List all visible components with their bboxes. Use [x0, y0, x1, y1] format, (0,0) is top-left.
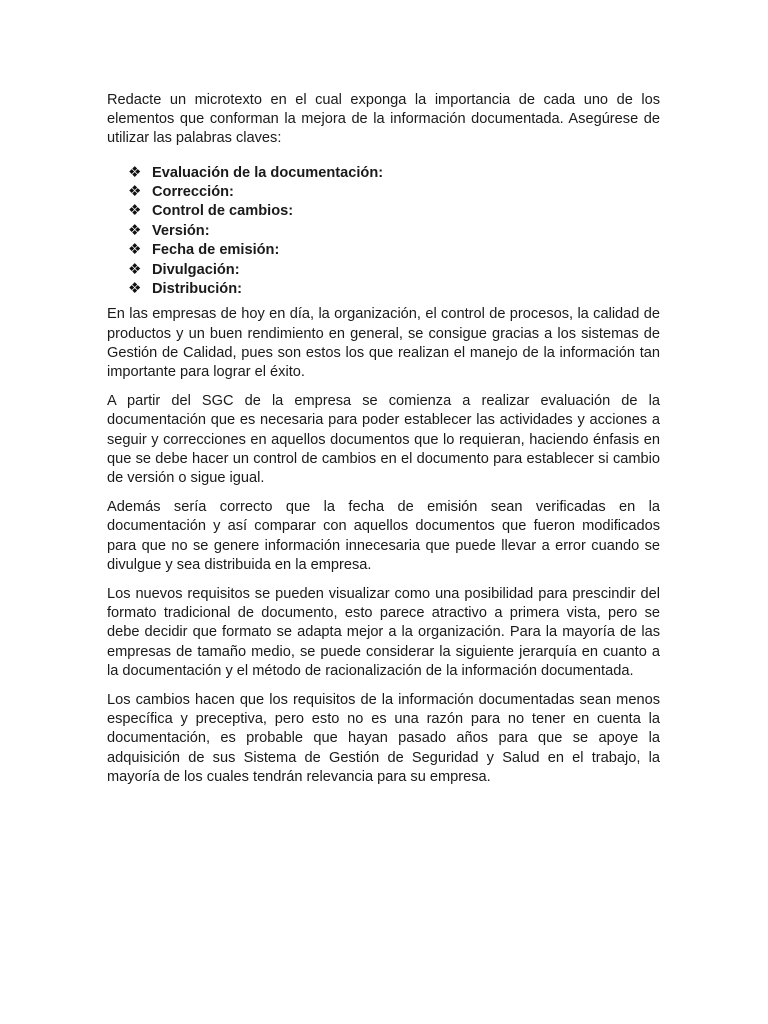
keyword-item	[128, 279, 660, 298]
four-diamond-bullet-icon: ❖	[128, 162, 142, 181]
document-page	[107, 91, 660, 797]
keyword-list	[107, 163, 660, 299]
body-paragraph: Los nuevos requisitos se pueden visualizar como una posibilidad para prescindir del formato tradicional de documento, esto parece atractivo a primera vista, pero se debe decidir que formato se adapta mejor a la organización. Para la mayoría de las empresas de tamaño medio, se puede considerar la siguiente jerarquía en cuanto a la documentación y el método de racionalización de la información documentada.	[107, 585, 660, 679]
four-diamond-bullet-icon: ❖	[128, 182, 142, 200]
four-diamond-bullet-icon: ❖	[128, 278, 142, 297]
keyword-label: Control de cambios:	[152, 203, 294, 220]
body-paragraph: En las empresas de hoy en día, la organización, el control de procesos, la calidad de productos y un buen rendimiento en general, se consigue gracias a los sistemas de Gestión de Calidad, pues son estos los que realizan el manejo de la información tan importante para lograr el éxito.	[107, 306, 660, 380]
keyword-label: Distribución:	[152, 280, 242, 297]
body-paragraph: Además sería correcto que la fecha de emisión sean verificadas en la documentación y así comparar con aquellos documentos que fueron modificados para que no se genere información innecesaria que puede llevar a error cuando se divulgue y sea distribuida en la empresa.	[107, 499, 660, 573]
four-diamond-bullet-icon: ❖	[128, 259, 142, 278]
keyword-item	[128, 260, 660, 279]
four-diamond-bullet-icon: ❖	[128, 201, 142, 220]
keyword-item	[128, 240, 660, 259]
instruction-paragraph: Redacte un microtexto en el cual exponga la importancia de cada uno de los elementos que conforman la mejora de la información documentada. Asegúrese de utilizar las palabras claves:	[107, 92, 660, 147]
four-diamond-bullet-icon: ❖	[128, 240, 142, 259]
keyword-item	[128, 221, 660, 240]
four-diamond-bullet-icon: ❖	[128, 220, 142, 239]
keyword-label: Evaluación de la documentación:	[152, 164, 384, 181]
body-paragraph: Los cambios hacen que los requisitos de la información documentadas sean menos específica y preceptiva, pero esto no es una razón para no tener en cuenta la documentación, es probable que hayan pasado años para que se apoye la adquisición de sus Sistema de Gestión de Seguridad y Salud en el trabajo, la mayoría de los cuales tendrán relevancia para su empresa.	[107, 692, 660, 785]
keyword-label: Fecha de emisión:	[152, 242, 280, 259]
keyword-label: Divulgación:	[152, 261, 240, 278]
keyword-label: Corrección:	[152, 184, 234, 200]
keyword-label: Versión:	[152, 222, 210, 239]
keyword-item	[128, 163, 660, 182]
body-paragraph: A partir del SGC de la empresa se comienza a realizar evaluación de la documentación que es necesaria para poder establecer las actividades y acciones a seguir y correcciones en aquellos documentos que lo requieran, haciendo énfasis en que se debe hacer un control de cambios en el documento para establecer si cambio de versión o sigue igual.	[107, 393, 660, 486]
keyword-item	[128, 182, 660, 201]
keyword-item	[128, 201, 660, 220]
